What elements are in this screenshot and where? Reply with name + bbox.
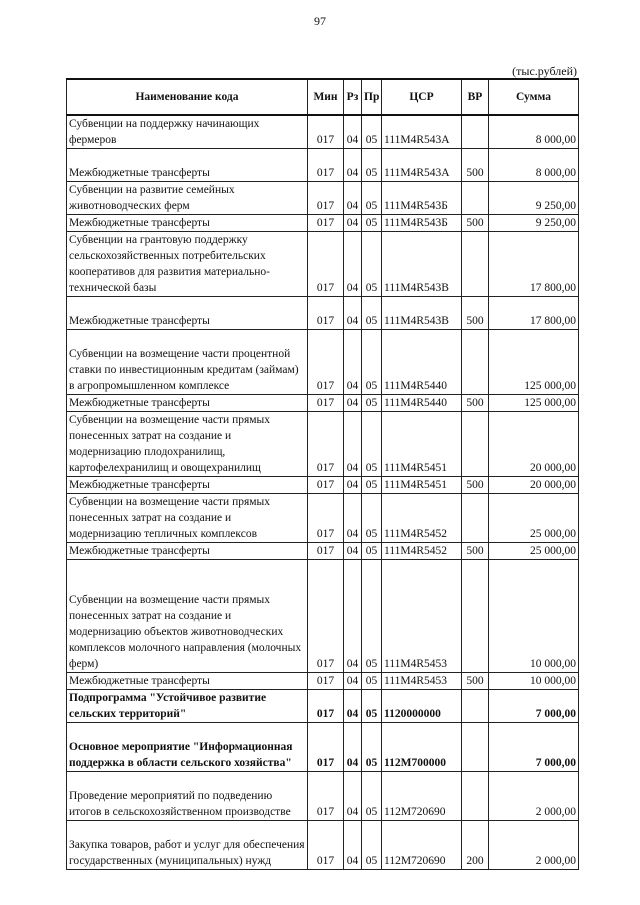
row-csr-cell: 111M4R543A bbox=[382, 115, 462, 149]
row-csr-cell: 111M4R5440 bbox=[382, 330, 462, 395]
row-min-cell: 017 bbox=[308, 772, 344, 821]
row-vr-cell: 500 bbox=[462, 673, 489, 690]
header-csr: ЦСР bbox=[382, 79, 462, 115]
row-name-cell: Закупка товаров, работ и услуг для обеспечения государственных (муниципальных) нужд bbox=[67, 821, 308, 870]
row-min-cell: 017 bbox=[308, 477, 344, 494]
row-vr-cell bbox=[462, 690, 489, 723]
row-vr-cell: 500 bbox=[462, 215, 489, 232]
row-sum-cell: 125 000,00 bbox=[489, 330, 579, 395]
table-row bbox=[67, 395, 579, 412]
row-rz-cell: 04 bbox=[344, 115, 362, 149]
row-name-cell: Субвенции на возмещение части прямых понесенных затрат на создание и модернизацию тепличных комплексов bbox=[67, 494, 308, 543]
row-vr-cell: 500 bbox=[462, 149, 489, 182]
row-rz-cell: 04 bbox=[344, 215, 362, 232]
row-pr-cell: 05 bbox=[362, 149, 382, 182]
row-rz-cell: 04 bbox=[344, 772, 362, 821]
row-pr-cell: 05 bbox=[362, 494, 382, 543]
row-sum-cell: 10 000,00 bbox=[489, 673, 579, 690]
row-min-cell: 017 bbox=[308, 297, 344, 330]
row-vr-cell: 500 bbox=[462, 477, 489, 494]
row-vr-cell bbox=[462, 412, 489, 477]
header-pr: Пр bbox=[362, 79, 382, 115]
row-vr-cell bbox=[462, 723, 489, 772]
row-min-cell: 017 bbox=[308, 690, 344, 723]
row-rz-cell: 04 bbox=[344, 149, 362, 182]
table-row bbox=[67, 115, 579, 149]
row-pr-cell: 05 bbox=[362, 477, 382, 494]
table-row bbox=[67, 543, 579, 560]
row-vr-cell: 500 bbox=[462, 395, 489, 412]
row-rz-cell: 04 bbox=[344, 477, 362, 494]
row-min-cell: 017 bbox=[308, 821, 344, 870]
row-rz-cell: 04 bbox=[344, 297, 362, 330]
row-vr-cell bbox=[462, 494, 489, 543]
row-min-cell: 017 bbox=[308, 115, 344, 149]
row-vr-cell: 500 bbox=[462, 297, 489, 330]
table-header-row bbox=[67, 79, 579, 115]
row-rz-cell: 04 bbox=[344, 673, 362, 690]
row-csr-cell: 112M720690 bbox=[382, 821, 462, 870]
row-pr-cell: 05 bbox=[362, 115, 382, 149]
row-rz-cell: 04 bbox=[344, 690, 362, 723]
table-row bbox=[67, 772, 579, 821]
row-sum-cell: 17 800,00 bbox=[489, 232, 579, 297]
row-min-cell: 017 bbox=[308, 543, 344, 560]
row-min-cell: 017 bbox=[308, 560, 344, 673]
row-name-cell: Межбюджетные трансферты bbox=[67, 297, 308, 330]
row-vr-cell bbox=[462, 772, 489, 821]
row-min-cell: 017 bbox=[308, 395, 344, 412]
row-rz-cell: 04 bbox=[344, 494, 362, 543]
row-sum-cell: 9 250,00 bbox=[489, 182, 579, 215]
table-row bbox=[67, 690, 579, 723]
table-row bbox=[67, 182, 579, 215]
table-row bbox=[67, 821, 579, 870]
row-name-cell: Субвенции на возмещение части прямых понесенных затрат на создание и модернизацию объектов животноводческих комплексов молочного направления (молочных ферм) bbox=[67, 560, 308, 673]
budget-table bbox=[66, 78, 579, 870]
row-name-cell: Субвенции на возмещение части процентной ставки по инвестиционным кредитам (займам) в агропромышленном комплексе bbox=[67, 330, 308, 395]
row-min-cell: 017 bbox=[308, 215, 344, 232]
header-min: Мин bbox=[308, 79, 344, 115]
row-name-cell: Межбюджетные трансферты bbox=[67, 673, 308, 690]
row-csr-cell: 111M4R543B bbox=[382, 297, 462, 330]
row-rz-cell: 04 bbox=[344, 543, 362, 560]
row-sum-cell: 9 250,00 bbox=[489, 215, 579, 232]
row-pr-cell: 05 bbox=[362, 182, 382, 215]
row-vr-cell bbox=[462, 232, 489, 297]
row-pr-cell: 05 bbox=[362, 215, 382, 232]
row-min-cell: 017 bbox=[308, 412, 344, 477]
row-min-cell: 017 bbox=[308, 673, 344, 690]
row-pr-cell: 05 bbox=[362, 673, 382, 690]
row-sum-cell: 8 000,00 bbox=[489, 149, 579, 182]
row-min-cell: 017 bbox=[308, 330, 344, 395]
row-pr-cell: 05 bbox=[362, 297, 382, 330]
row-pr-cell: 05 bbox=[362, 723, 382, 772]
row-name-cell: Субвенции на поддержку начинающих фермеров bbox=[67, 115, 308, 149]
row-sum-cell: 7 000,00 bbox=[489, 690, 579, 723]
row-csr-cell: 111M4R5451 bbox=[382, 477, 462, 494]
row-csr-cell: 111M4R543A bbox=[382, 149, 462, 182]
row-sum-cell: 25 000,00 bbox=[489, 543, 579, 560]
row-name-cell: Субвенции на развитие семейных животноводческих ферм bbox=[67, 182, 308, 215]
row-sum-cell: 20 000,00 bbox=[489, 477, 579, 494]
row-vr-cell bbox=[462, 330, 489, 395]
header-sum: Сумма bbox=[489, 79, 579, 115]
row-csr-cell: 112M720690 bbox=[382, 772, 462, 821]
row-csr-cell: 111M4R5452 bbox=[382, 494, 462, 543]
table-row bbox=[67, 723, 579, 772]
row-name-cell: Подпрограмма "Устойчивое развитие сельских территорий" bbox=[67, 690, 308, 723]
row-sum-cell: 2 000,00 bbox=[489, 821, 579, 870]
row-pr-cell: 05 bbox=[362, 395, 382, 412]
row-pr-cell: 05 bbox=[362, 821, 382, 870]
row-rz-cell: 04 bbox=[344, 723, 362, 772]
row-name-cell: Проведение мероприятий по подведению итогов в сельскохозяйственном производстве bbox=[67, 772, 308, 821]
row-vr-cell: 500 bbox=[462, 543, 489, 560]
page-number: 97 bbox=[314, 14, 326, 28]
row-csr-cell: 111M4R5452 bbox=[382, 543, 462, 560]
table-row bbox=[67, 673, 579, 690]
header-rz: Рз bbox=[344, 79, 362, 115]
row-min-cell: 017 bbox=[308, 149, 344, 182]
row-rz-cell: 04 bbox=[344, 330, 362, 395]
row-sum-cell: 17 800,00 bbox=[489, 297, 579, 330]
row-name-cell: Межбюджетные трансферты bbox=[67, 149, 308, 182]
row-pr-cell: 05 bbox=[362, 232, 382, 297]
row-rz-cell: 04 bbox=[344, 412, 362, 477]
row-name-cell: Межбюджетные трансферты bbox=[67, 395, 308, 412]
row-csr-cell: 111M4R543Б bbox=[382, 182, 462, 215]
row-rz-cell: 04 bbox=[344, 560, 362, 673]
table-row bbox=[67, 215, 579, 232]
row-min-cell: 017 bbox=[308, 494, 344, 543]
row-name-cell: Межбюджетные трансферты bbox=[67, 477, 308, 494]
row-sum-cell: 125 000,00 bbox=[489, 395, 579, 412]
table-row bbox=[67, 560, 579, 673]
row-rz-cell: 04 bbox=[344, 232, 362, 297]
table-row bbox=[67, 149, 579, 182]
row-rz-cell: 04 bbox=[344, 182, 362, 215]
header-name: Наименование кода bbox=[67, 79, 308, 115]
table-row bbox=[67, 494, 579, 543]
row-name-cell: Межбюджетные трансферты bbox=[67, 543, 308, 560]
row-rz-cell: 04 bbox=[344, 395, 362, 412]
row-sum-cell: 2 000,00 bbox=[489, 772, 579, 821]
row-min-cell: 017 bbox=[308, 723, 344, 772]
row-name-cell: Субвенции на грантовую поддержку сельскохозяйственных потребительских кооперативов для развития материально-технической базы bbox=[67, 232, 308, 297]
row-pr-cell: 05 bbox=[362, 560, 382, 673]
row-csr-cell: 111M4R543Б bbox=[382, 215, 462, 232]
table-row bbox=[67, 412, 579, 477]
row-sum-cell: 7 000,00 bbox=[489, 723, 579, 772]
row-sum-cell: 20 000,00 bbox=[489, 412, 579, 477]
table-row bbox=[67, 232, 579, 297]
row-name-cell: Субвенции на возмещение части прямых понесенных затрат на создание и модернизацию плодохранилищ, картофелехранилищ и овощехранилищ bbox=[67, 412, 308, 477]
row-vr-cell bbox=[462, 115, 489, 149]
table-row bbox=[67, 297, 579, 330]
table-row bbox=[67, 330, 579, 395]
table-row bbox=[67, 477, 579, 494]
row-csr-cell: 111M4R5453 bbox=[382, 560, 462, 673]
row-sum-cell: 25 000,00 bbox=[489, 494, 579, 543]
row-name-cell: Межбюджетные трансферты bbox=[67, 215, 308, 232]
row-csr-cell: 111M4R543B bbox=[382, 232, 462, 297]
row-min-cell: 017 bbox=[308, 182, 344, 215]
row-vr-cell bbox=[462, 560, 489, 673]
row-csr-cell: 112M700000 bbox=[382, 723, 462, 772]
row-pr-cell: 05 bbox=[362, 543, 382, 560]
row-rz-cell: 04 bbox=[344, 821, 362, 870]
row-sum-cell: 8 000,00 bbox=[489, 115, 579, 149]
row-pr-cell: 05 bbox=[362, 772, 382, 821]
row-pr-cell: 05 bbox=[362, 330, 382, 395]
row-pr-cell: 05 bbox=[362, 690, 382, 723]
units-label: (тыс.рублей) bbox=[512, 64, 577, 78]
row-csr-cell: 111M4R5440 bbox=[382, 395, 462, 412]
row-pr-cell: 05 bbox=[362, 412, 382, 477]
row-min-cell: 017 bbox=[308, 232, 344, 297]
table-body bbox=[67, 115, 579, 870]
row-name-cell: Основное мероприятие "Информационная поддержка в области сельского хозяйства" bbox=[67, 723, 308, 772]
row-csr-cell: 111M4R5453 bbox=[382, 673, 462, 690]
row-csr-cell: 1120000000 bbox=[382, 690, 462, 723]
row-vr-cell: 200 bbox=[462, 821, 489, 870]
header-vr: ВР bbox=[462, 79, 489, 115]
row-sum-cell: 10 000,00 bbox=[489, 560, 579, 673]
row-csr-cell: 111M4R5451 bbox=[382, 412, 462, 477]
row-vr-cell bbox=[462, 182, 489, 215]
